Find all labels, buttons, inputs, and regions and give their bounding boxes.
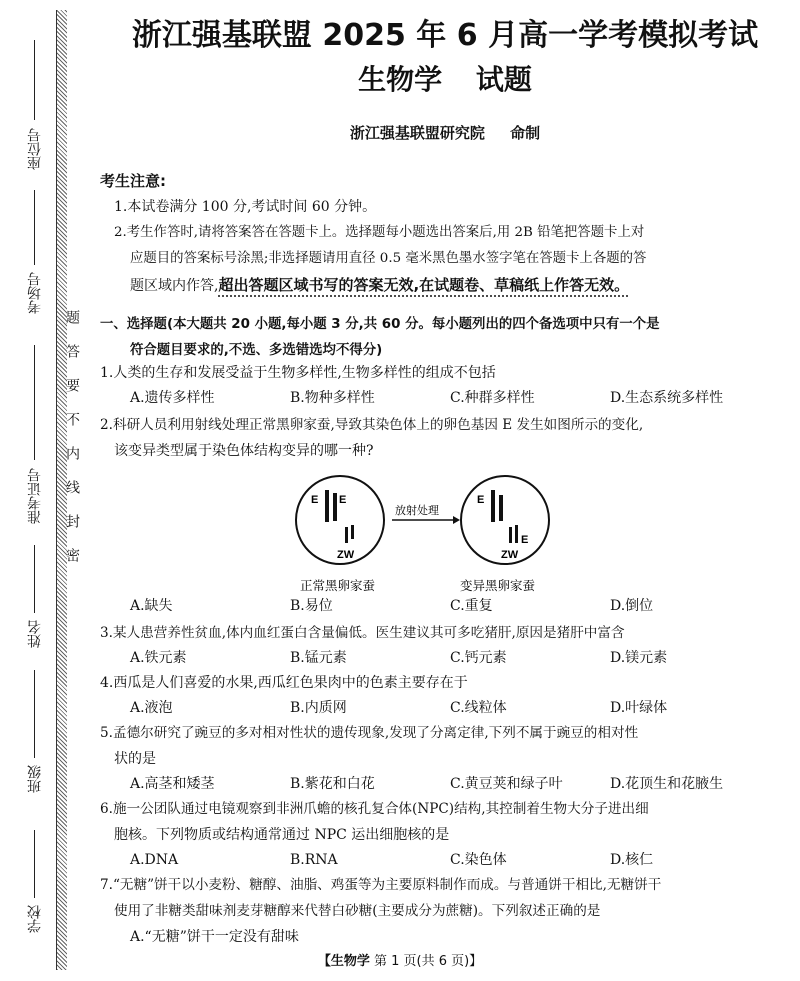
treatment-arrowhead bbox=[453, 516, 460, 524]
q5-option-c: C.黄豆荚和绿子叶 bbox=[450, 776, 563, 792]
school-label: 学校 bbox=[27, 905, 43, 933]
admission-number-line bbox=[34, 345, 35, 460]
question-7 bbox=[100, 872, 780, 950]
footer-page: 第 1 页(共 6 页)】 bbox=[373, 954, 483, 969]
mutant-gene-e2: E bbox=[521, 534, 529, 546]
q6-stem-b: 胞核。下列物质或结构通常通过 NPC 运出细胞核的是 bbox=[114, 827, 450, 843]
mutant-gene-e1: E bbox=[477, 494, 485, 506]
question-5 bbox=[100, 720, 780, 796]
q2-stem-b: 该变异类型属于染色体结构变异的哪一种? bbox=[114, 443, 374, 459]
mutant-caption: 变异黑卵家蚕 bbox=[460, 579, 536, 593]
notice-item-1: 1.本试卷满分 100 分,考试时间 60 分钟。 bbox=[114, 199, 377, 215]
notice-item-2a: 2.考生作答时,请将答案答在答题卡上。选择题每小题选出答案后,用 2B 铅笔把答题卡上对 bbox=[114, 225, 645, 240]
q3-option-a: A.铁元素 bbox=[130, 650, 187, 666]
binding-margin bbox=[0, 0, 62, 981]
q4-option-c: C.线粒体 bbox=[450, 700, 507, 716]
normal-chromosome-z bbox=[345, 527, 348, 543]
q4-options bbox=[100, 696, 780, 720]
question-1 bbox=[100, 360, 780, 410]
seat-number-line bbox=[34, 40, 35, 120]
q6-options bbox=[100, 848, 780, 872]
q3-option-d: D.镁元素 bbox=[610, 650, 668, 666]
q7-stem-b: 使用了非糖类甜味剂麦芽糖醇来代替白砂糖(主要成分为蔗糖)。下列叙述正确的是 bbox=[114, 903, 601, 919]
notice-item-2b: 应题目的答案标号涂黑;非选择题请用直径 0.5 毫米黑色墨水签字笔在答题卡上各题的答 bbox=[130, 251, 647, 266]
q1-option-a: A.遗传多样性 bbox=[130, 390, 215, 406]
name-line bbox=[34, 545, 35, 613]
paper-title bbox=[100, 58, 790, 98]
q2-option-d: D.倒位 bbox=[610, 598, 654, 614]
q6-option-b: B.RNA bbox=[290, 852, 338, 868]
q5-option-a: A.高茎和矮茎 bbox=[130, 776, 215, 792]
q5-stem-b: 状的是 bbox=[114, 751, 156, 767]
subject-name: 生物学 bbox=[358, 63, 443, 96]
q7-stem-a: 7.“无糖”饼干以小麦粉、糖醇、油脂、鸡蛋等为主要原料制作而成。与普通饼干相比,无糖饼干 bbox=[100, 877, 662, 893]
q2-options bbox=[100, 594, 780, 618]
page-footer bbox=[0, 950, 800, 969]
mutant-chromosome-1 bbox=[491, 490, 495, 522]
q5-stem-a: 5.孟德尔研究了豌豆的多对相对性状的遗传现象,发现了分离定律,下列不属于豌豆的相对性 bbox=[100, 725, 639, 741]
question-6 bbox=[100, 796, 780, 872]
notice-item-2c-text: 题区域内作答, bbox=[130, 278, 219, 294]
name-label: 姓名 bbox=[27, 620, 43, 648]
q6-option-a: A.DNA bbox=[130, 852, 179, 868]
exam-title: 浙江强基联盟 2025 年 6 月高一学考模拟考试 bbox=[131, 18, 759, 53]
exam-room-label: 考场号 bbox=[27, 272, 43, 314]
admission-number-label: 准考证号 bbox=[27, 468, 43, 524]
q3-options bbox=[100, 646, 780, 670]
seal-line-text: 题答要不内线封密 bbox=[64, 310, 80, 582]
q2-options-block bbox=[100, 594, 780, 618]
q2-stem-a: 2.科研人员利用射线处理正常黑卵家蚕,导致其染色体上的卵色基因 E 发生如图所示的变化, bbox=[100, 417, 644, 433]
question-4 bbox=[100, 670, 780, 720]
chromosome-diagram bbox=[295, 465, 595, 615]
q4-stem: 4.西瓜是人们喜爱的水果,西瓜红色果肉中的色素主要存在于 bbox=[100, 675, 468, 691]
q3-stem: 3.某人患营养性贫血,体内血红蛋白含量偏低。医生建议其可多吃猪肝,原因是猪肝中富含 bbox=[100, 625, 625, 641]
school-line bbox=[34, 830, 35, 898]
normal-chromosome-w bbox=[351, 525, 354, 539]
normal-gene-e2: E bbox=[339, 494, 347, 506]
q4-option-b: B.内质网 bbox=[290, 700, 347, 716]
section1-heading-b: 符合题目要求的,不选、多选错选均不得分) bbox=[130, 343, 383, 358]
q1-stem: 1.人类的生存和发展受益于生物多样性,生物多样性的组成不包括 bbox=[100, 365, 496, 381]
q5-option-d: D.花顶生和花腋生 bbox=[610, 776, 724, 792]
q7-option-a: A.“无糖”饼干一定没有甜味 bbox=[130, 929, 299, 945]
paper-label: 试题 bbox=[475, 63, 532, 96]
q4-option-a: A.液泡 bbox=[130, 700, 173, 716]
mutant-chromosome-w bbox=[515, 525, 518, 543]
notice-item-2c bbox=[100, 272, 780, 299]
question-3 bbox=[100, 620, 780, 670]
notice-block bbox=[100, 168, 780, 299]
q1-option-b: B.物种多样性 bbox=[290, 390, 375, 406]
q5-options bbox=[100, 772, 780, 796]
q4-option-d: D.叶绿体 bbox=[610, 700, 668, 716]
q1-option-d: D.生态系统多样性 bbox=[610, 390, 724, 406]
class-label: 班级 bbox=[27, 765, 43, 793]
q3-option-c: C.钙元素 bbox=[450, 650, 507, 666]
author-org: 浙江强基联盟研究院 bbox=[349, 124, 485, 142]
section1-heading-a: 一、选择题(本大题共 20 小题,每小题 3 分,共 60 分。每小题列出的四个备选项中只有一个是 bbox=[100, 317, 660, 332]
class-line bbox=[34, 670, 35, 758]
exam-room-line bbox=[34, 190, 35, 265]
normal-chromosome-2 bbox=[333, 493, 337, 521]
chromosome-figure bbox=[295, 465, 595, 615]
normal-gene-e1: E bbox=[311, 494, 319, 506]
notice-emphasis: 超出答题区域书写的答案无效,在试题卷、草稿纸上作答无效。 bbox=[218, 276, 630, 294]
normal-chromosome-1 bbox=[325, 490, 329, 522]
q6-option-d: D.核仁 bbox=[610, 852, 654, 868]
q1-option-c: C.种群多样性 bbox=[450, 390, 535, 406]
arrow-label: 放射处理 bbox=[395, 505, 439, 517]
q3-option-b: B.锰元素 bbox=[290, 650, 347, 666]
question-2 bbox=[100, 412, 780, 464]
normal-zw: ZW bbox=[337, 549, 355, 561]
q2-option-a: A.缺失 bbox=[130, 598, 173, 614]
q1-options bbox=[100, 386, 780, 410]
footer-subject: 【生物学 bbox=[317, 954, 370, 969]
section1-heading bbox=[100, 312, 780, 364]
q2-option-b: B.易位 bbox=[290, 598, 333, 614]
q6-option-c: C.染色体 bbox=[450, 852, 507, 868]
mutant-zw: ZW bbox=[501, 549, 519, 561]
mutant-chromosome-2 bbox=[499, 495, 503, 521]
normal-caption: 正常黑卵家蚕 bbox=[300, 579, 376, 593]
author-role: 命制 bbox=[510, 124, 541, 142]
author-line bbox=[100, 122, 790, 143]
seat-number-label: 座位号 bbox=[27, 128, 43, 170]
q6-stem-a: 6.施一公团队通过电镜观察到非洲爪蟾的核孔复合体(NPC)结构,其控制着生物大分子进出细 bbox=[100, 801, 649, 817]
q2-option-c: C.重复 bbox=[450, 598, 493, 614]
mutant-chromosome-z bbox=[509, 527, 512, 543]
q5-option-b: B.紫花和白花 bbox=[290, 776, 375, 792]
notice-heading: 考生注意: bbox=[100, 172, 166, 190]
